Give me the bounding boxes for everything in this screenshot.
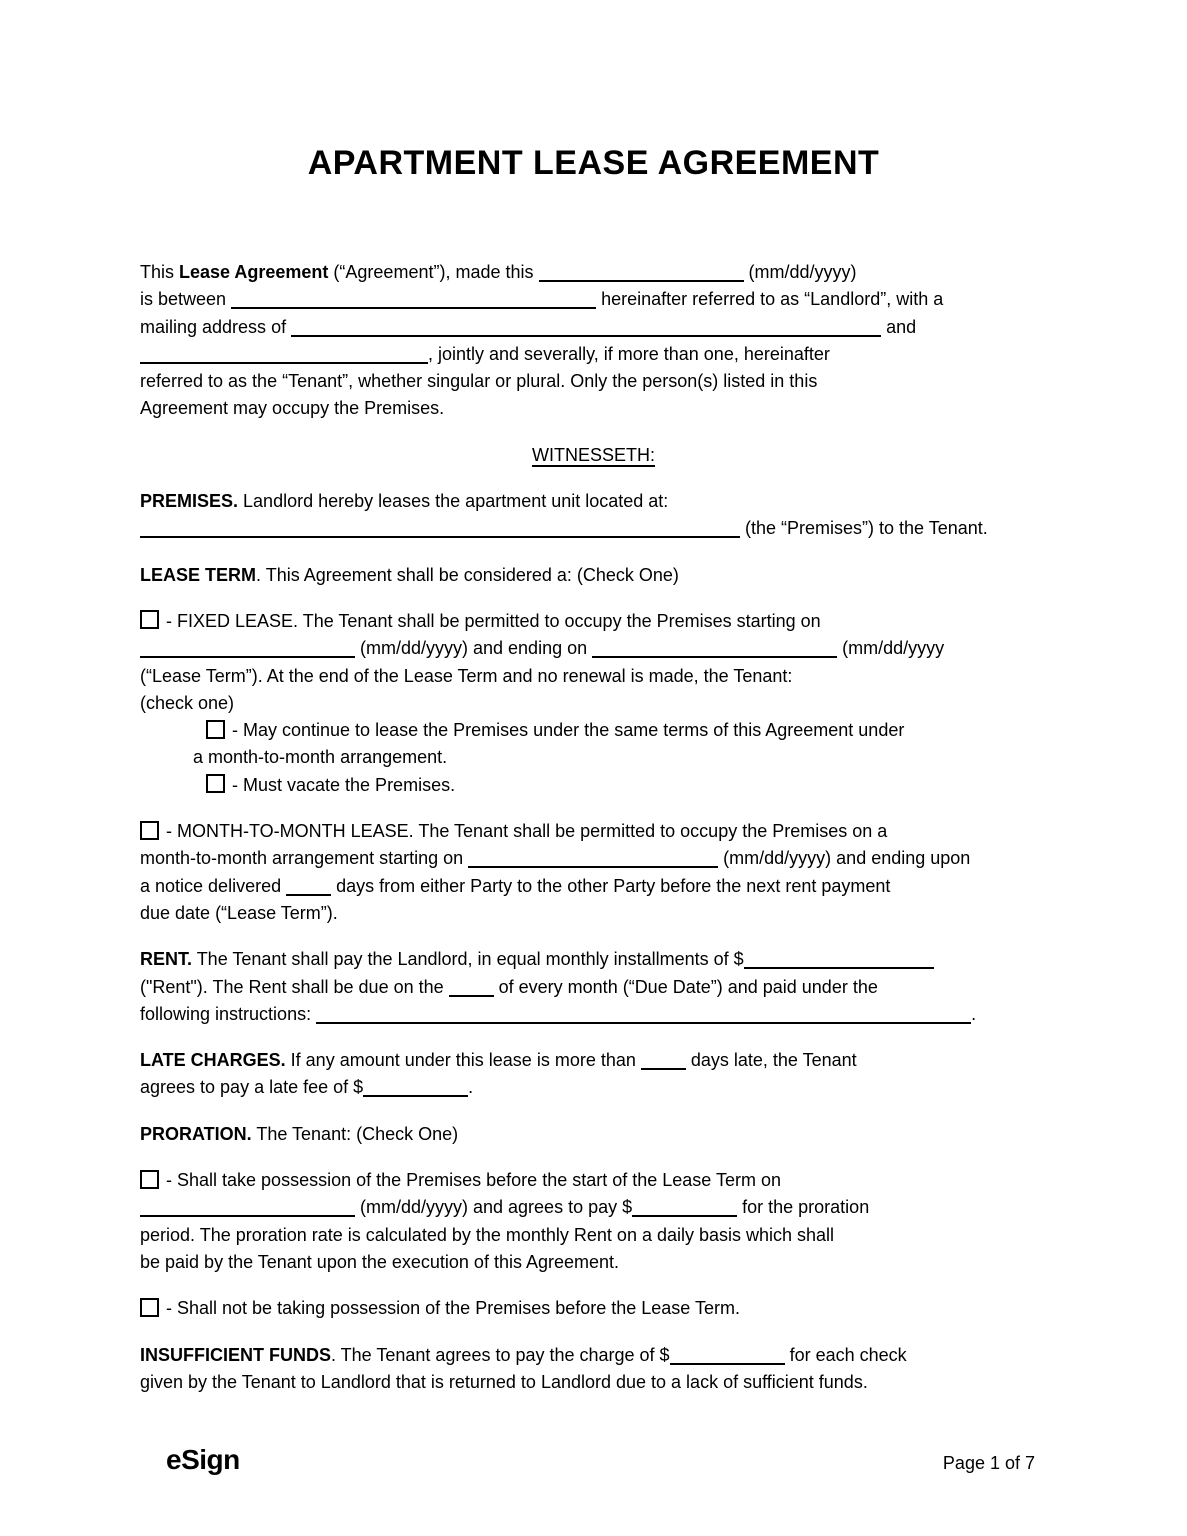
bold-text-run: Lease Agreement	[179, 262, 329, 282]
fill-in-blank[interactable]	[468, 848, 718, 868]
document-line	[140, 368, 1047, 395]
document-title: APARTMENT LEASE AGREEMENT	[307, 144, 880, 182]
checkbox[interactable]	[140, 1170, 159, 1189]
text-run: (“Agreement”), made this	[328, 262, 539, 282]
text-run: If any amount under this lease is more than	[285, 1050, 641, 1071]
document-line	[140, 515, 1047, 542]
document-line	[140, 259, 1047, 286]
text-run: This	[140, 262, 180, 282]
document-line	[140, 1369, 1047, 1396]
fixed-lease-option	[140, 608, 1047, 799]
text-run: - MONTH-TO-MONTH LEASE. The Tenant shall be permitted to occupy the Premises on a	[166, 821, 888, 842]
document-line	[140, 1342, 1047, 1369]
late-charges-clause	[140, 1047, 1047, 1102]
document-line	[140, 690, 1047, 717]
document-line	[140, 1167, 1047, 1194]
proration-option-take-possession	[140, 1167, 1047, 1276]
text-run: of every month (“Due Date”) and paid under the	[493, 976, 878, 997]
document-line	[140, 314, 1047, 341]
fill-in-blank[interactable]	[744, 949, 934, 969]
text-run: month-to-month arrangement starting on	[140, 848, 469, 869]
text-run: - May continue to lease the Premises under the same terms of this Agreement under	[232, 720, 905, 741]
document-line	[140, 900, 1047, 927]
fill-in-blank[interactable]	[140, 1197, 355, 1217]
document-line	[140, 442, 1047, 469]
document-line	[140, 873, 1047, 900]
text-run: agrees to pay a late fee of $	[140, 1077, 364, 1098]
checkbox[interactable]	[140, 610, 159, 629]
document-line	[140, 663, 1047, 690]
page-indicator: Page 1 of 7	[942, 1453, 1035, 1473]
document-line	[140, 562, 1047, 589]
text-run: (mm/dd/yyyy	[837, 638, 945, 659]
document-line	[140, 1121, 1047, 1148]
text-run: - Shall take possession of the Premises before the start of the Lease Term on	[166, 1170, 781, 1191]
checkbox[interactable]	[206, 774, 225, 793]
document-line	[140, 488, 1047, 515]
bold-text-run: PRORATION.	[140, 1123, 252, 1144]
lease-term-clause	[140, 562, 1047, 589]
text-run: (check one)	[140, 692, 235, 713]
intro-paragraph	[140, 259, 1047, 423]
text-run: period. The proration rate is calculated by the monthly Rent on a daily basis which shall	[140, 1224, 835, 1245]
text-run: - Must vacate the Premises.	[232, 774, 456, 795]
bold-text-run: LEASE TERM	[140, 564, 257, 585]
text-run: - FIXED LEASE. The Tenant shall be permitted to occupy the Premises starting on	[166, 610, 821, 631]
document-line	[140, 286, 1047, 313]
text-run: due date (“Lease Term”).	[140, 902, 338, 923]
fill-in-blank[interactable]	[632, 1197, 737, 1217]
text-run: (mm/dd/yyyy) and ending on	[355, 638, 593, 659]
proration-clause	[140, 1121, 1047, 1148]
text-run: (mm/dd/yyyy) and ending upon	[718, 848, 971, 869]
document-line	[140, 1295, 1047, 1322]
text-run: .	[468, 1077, 474, 1098]
fill-in-blank[interactable]	[291, 317, 881, 337]
checkbox[interactable]	[140, 821, 159, 840]
document-line	[140, 1194, 1047, 1221]
document-line	[140, 1001, 1047, 1028]
text-run: . This Agreement shall be considered a: (Check One)	[256, 564, 679, 585]
fill-in-blank[interactable]	[363, 1077, 468, 1097]
document-line	[140, 1047, 1047, 1074]
fill-in-blank[interactable]	[641, 1050, 686, 1070]
checkbox[interactable]	[140, 1298, 159, 1317]
fill-in-blank[interactable]	[539, 262, 744, 282]
text-run: given by the Tenant to Landlord that is returned to Landlord due to a lack of sufficient funds.	[140, 1371, 868, 1392]
document-body	[140, 259, 1047, 1396]
fill-in-blank[interactable]	[449, 977, 494, 997]
document-line	[140, 1074, 1047, 1101]
month-to-month-option	[140, 818, 1047, 927]
insufficient-funds-clause	[140, 1342, 1047, 1397]
fill-in-blank[interactable]	[140, 638, 355, 658]
fill-in-blank[interactable]	[592, 638, 837, 658]
document-line	[140, 341, 1047, 368]
text-run: , jointly and severally, if more than one, hereinafter	[428, 343, 830, 364]
bold-text-run: RENT.	[140, 949, 193, 970]
text-run: be paid by the Tenant upon the execution of this Agreement.	[140, 1251, 620, 1272]
text-run: Agreement may occupy the Premises.	[140, 398, 445, 419]
text-run: a month-to-month arrangement.	[193, 747, 448, 768]
text-run: - Shall not be taking possession of the Premises before the Lease Term.	[166, 1298, 740, 1319]
text-run: . The Tenant agrees to pay the charge of $	[331, 1344, 670, 1365]
fill-in-blank[interactable]	[231, 289, 596, 309]
text-run: hereinafter referred to as “Landlord”, with a	[596, 289, 944, 310]
fill-in-blank[interactable]	[670, 1345, 785, 1365]
esign-logo: eSign	[166, 1444, 240, 1475]
document-line	[140, 772, 1047, 799]
text-run: (the “Premises”) to the Tenant.	[740, 518, 988, 539]
document-line	[140, 717, 1047, 744]
fill-in-blank[interactable]	[140, 344, 428, 364]
document-line	[140, 744, 1047, 771]
fill-in-blank[interactable]	[286, 876, 331, 896]
document-line	[140, 1249, 1047, 1276]
page-content	[140, 143, 1047, 1415]
document-line	[140, 608, 1047, 635]
bold-text-run: INSUFFICIENT FUNDS	[140, 1344, 331, 1365]
bold-text-run: PREMISES.	[140, 491, 239, 512]
document-line	[140, 946, 1047, 973]
text-run: The Tenant: (Check One)	[251, 1123, 459, 1144]
text-run: .	[971, 1003, 977, 1024]
underlined-heading-text: WITNESSETH:	[531, 444, 655, 465]
text-run: (mm/dd/yyyy) and agrees to pay $	[355, 1197, 633, 1218]
bold-text-run: LATE CHARGES.	[140, 1050, 286, 1071]
text-run: Landlord hereby leases the apartment unit located at:	[238, 491, 669, 512]
fill-in-blank[interactable]	[316, 1004, 971, 1024]
checkbox[interactable]	[206, 720, 225, 739]
witnesseth-heading	[140, 442, 1047, 469]
rent-clause	[140, 946, 1047, 1028]
text-run: following instructions:	[140, 1003, 317, 1024]
document-line	[140, 974, 1047, 1001]
text-run: referred to as the “Tenant”, whether singular or plural. Only the person(s) listed in this	[140, 371, 818, 392]
document-line	[140, 1222, 1047, 1249]
text-run: The Tenant shall pay the Landlord, in equal monthly installments of $	[192, 949, 744, 970]
text-run: mailing address of	[140, 316, 292, 337]
document-line	[140, 845, 1047, 872]
proration-option-no-possession	[140, 1295, 1047, 1322]
text-run: (mm/dd/yyyy)	[743, 262, 857, 282]
fill-in-blank[interactable]	[140, 518, 740, 538]
text-run: ("Rent"). The Rent shall be due on the	[140, 976, 449, 997]
document-line	[140, 635, 1047, 662]
text-run: is between	[140, 289, 232, 310]
premises-clause	[140, 488, 1047, 543]
text-run: and	[881, 316, 917, 337]
text-run: a notice delivered	[140, 875, 287, 896]
text-run: days late, the Tenant	[685, 1050, 857, 1071]
text-run: days from either Party to the other Party before the next rent payment	[331, 875, 891, 896]
document-line	[140, 395, 1047, 422]
document-line	[140, 818, 1047, 845]
text-run: for the proration	[737, 1197, 870, 1218]
text-run: for each check	[784, 1344, 907, 1365]
text-run: (“Lease Term”). At the end of the Lease Term and no renewal is made, the Tenant:	[140, 665, 793, 686]
